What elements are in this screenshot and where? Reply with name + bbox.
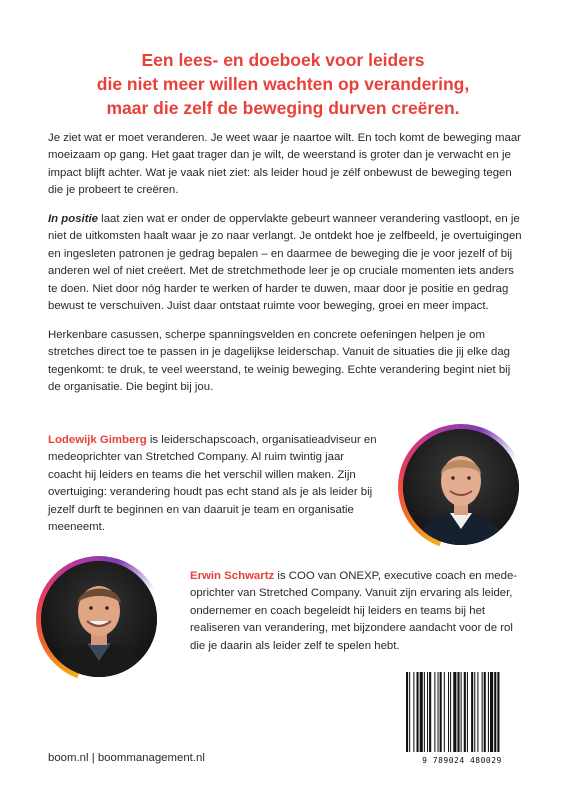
book-title-lead: In positie — [48, 213, 98, 225]
barcode-bar — [464, 672, 466, 752]
author-bio-schwartz — [190, 568, 526, 655]
barcode-bar — [457, 672, 459, 752]
author-name-schwartz: Erwin Schwartz — [190, 570, 275, 582]
author-name-gimberg: Lodewijk Gimberg — [48, 434, 147, 446]
author-photo-gimberg — [398, 424, 524, 550]
headline-line-1: Een lees- en doeboek voor leiders — [141, 50, 425, 70]
footer-separator: | — [91, 752, 95, 764]
barcode-bar — [461, 672, 462, 752]
barcode-bar — [497, 672, 499, 752]
book-description-paragraph — [48, 211, 526, 315]
barcode-bars — [398, 668, 526, 754]
barcode-bar — [438, 672, 439, 752]
back-cover-headline — [40, 48, 526, 120]
barcode-bar — [440, 672, 442, 752]
barcode-bar — [444, 672, 445, 752]
barcode-bar — [484, 672, 486, 752]
boommanagement-link[interactable]: boommanagement.nl — [97, 752, 205, 764]
barcode-bar — [429, 672, 431, 752]
barcode-bar — [450, 672, 451, 752]
barcode-bar — [488, 672, 489, 752]
barcode-bar — [406, 672, 408, 752]
isbn-barcode — [398, 668, 526, 776]
practice-paragraph: Herkenbare casussen, scherpe spanningsvelden en concrete oefeningen helpen je om stretches direct toe te passen in je dagelijkse leiderschap. Vanuit de situaties die jij elke dag tegenkomt: te druk, te veel weerstand, te weinig beweging. Echte verandering begint niet bij de organisatie. Die begint bij jou. — [48, 329, 511, 394]
barcode-bar — [413, 672, 414, 752]
barcode-bar — [474, 672, 475, 752]
barcode-bar — [420, 672, 423, 752]
barcode-bar — [453, 672, 456, 752]
portrait-image — [41, 561, 157, 677]
author-photo-schwartz — [36, 556, 162, 682]
book-description-text: laat zien wat er onder de oppervlakte gebeurt wanneer verandering vastloopt, en je niet de uitkomsten haalt waar je zo naar verlangt. Je ontdekt hoe je zelfbeeld, je overtuigingen en ingesleten patronen je gedrag bepalen – en daarmee de beweging die je voor jezelf of bij anderen wel of niet creëert. Met de stretchmethode leer je op cruciale momenten iets anders te doen. Niet door nóg harder te werken of harder te duwen, maar door je positie en gedrag bewust te verschuiven. Juist daar ontstaat ruimte voor beweging, groei en meer impact. — [48, 213, 522, 313]
publisher-footer — [48, 752, 205, 764]
portrait-image — [403, 429, 519, 545]
barcode-bar — [471, 672, 473, 752]
barcode-bar — [482, 672, 483, 752]
headline-line-3: maar die zelf de beweging durven creëren. — [106, 98, 460, 118]
barcode-bar — [494, 672, 496, 752]
barcode-bar — [490, 672, 493, 752]
barcode-bar — [477, 672, 478, 752]
isbn-number: 9 789024 480029 — [422, 756, 502, 765]
barcode-bar — [427, 672, 428, 752]
boom-link[interactable]: boom.nl — [48, 752, 89, 764]
barcode-bar — [448, 672, 449, 752]
intro-paragraph: Je ziet wat er moet veranderen. Je weet waar je naartoe wilt. En toch komt de beweging maar moeizaam op gang. Het gaat trager dan je wilt, de weerstand is groter dan je verwacht en je impact blijft achter. Wat je vaak niet ziet: als leider houd je zélf onbewust de beweging tegen die je probeert te creëren. — [48, 132, 521, 197]
barcode-bar — [409, 672, 410, 752]
barcode-bar — [434, 672, 435, 752]
barcode-bar — [417, 672, 419, 752]
author-bio-text-schwartz: is COO van ONEXP, executive coach en mede-oprichter van Stretched Company. Vanuit zijn ervaring als leider, ondernemer en coach begeleidt hij leiders en teams bij het realiseren van verandering, met bijzondere aandacht voor de rol die je daarin als leider zelf te spelen hebt. — [190, 570, 518, 652]
headline-line-2: die niet meer willen wachten op verandering, — [96, 74, 470, 94]
author-bio-gimberg — [48, 432, 380, 536]
author-bio-text-gimberg: is leiderschapscoach, organisatieadviseur en medeoprichter van Stretched Company. Al ruim twintig jaar coacht hij leiders en teams die het verschil willen maken. Zijn overtuiging: verandering houdt pas echt stand als je als leider bij jezelf durft te beginnen en van daaruit je team en organisatie meeneemt. — [48, 434, 377, 534]
barcode-bar — [467, 672, 468, 752]
barcode-bar — [424, 672, 425, 752]
